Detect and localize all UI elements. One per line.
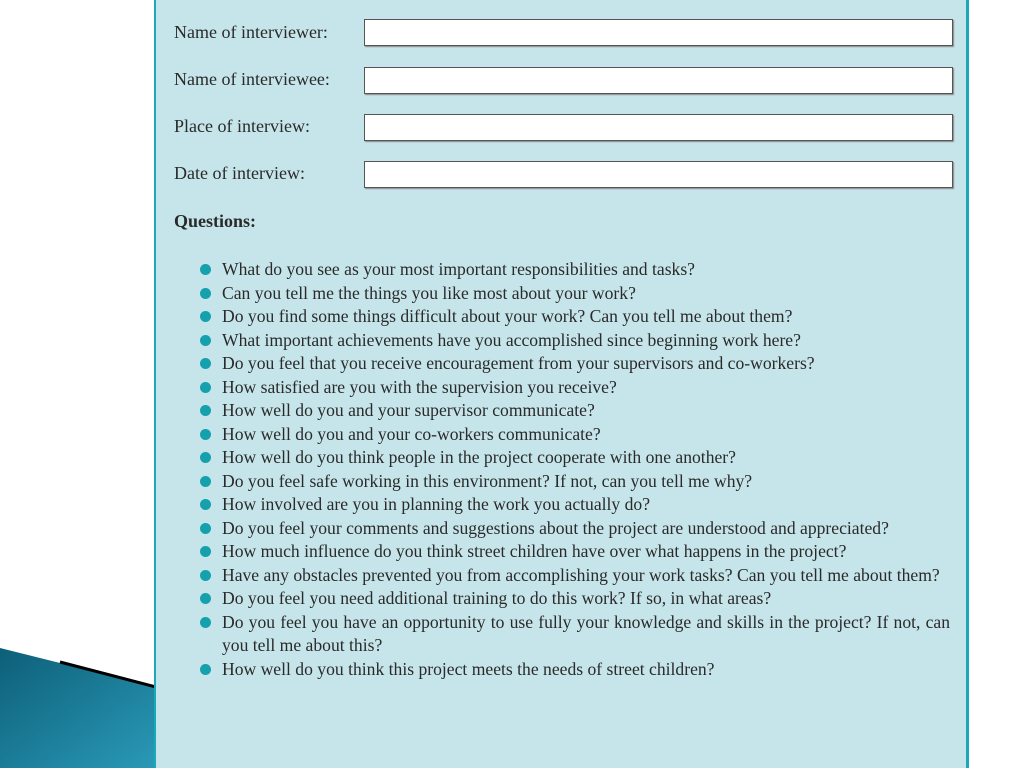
question-item: Have any obstacles prevented you from accomplishing your work tasks? Can you tell me about them? xyxy=(198,564,950,588)
bullet-icon xyxy=(200,405,211,416)
bullet-icon xyxy=(200,311,211,322)
bullet-icon xyxy=(200,499,211,510)
question-item: How involved are you in planning the work you actually do? xyxy=(198,493,950,517)
questions-list xyxy=(198,258,950,681)
decorative-slide-swoosh xyxy=(0,640,160,768)
question-item: How well do you and your supervisor communicate? xyxy=(198,399,950,423)
bullet-icon xyxy=(200,429,211,440)
bullet-icon xyxy=(200,476,211,487)
label-interviewer: Name of interviewer: xyxy=(174,22,328,42)
question-item: Can you tell me the things you like most about your work? xyxy=(198,282,950,306)
question-item: How well do you think people in the project cooperate with one another? xyxy=(198,446,950,470)
bullet-icon xyxy=(200,335,211,346)
question-item: What important achievements have you accomplished since beginning work here? xyxy=(198,329,950,353)
question-item: How much influence do you think street children have over what happens in the project? xyxy=(198,540,950,564)
interviewer-name-field[interactable] xyxy=(364,19,953,46)
date-of-interview-field[interactable] xyxy=(364,161,953,188)
question-item: Do you feel you need additional training to do this work? If so, in what areas? xyxy=(198,587,950,611)
question-item: Do you feel you have an opportunity to use fully your knowledge and skills in the project? If not, can you tell me about this? xyxy=(198,611,950,658)
label-interviewee: Name of interviewee: xyxy=(174,69,330,89)
bullet-icon xyxy=(200,546,211,557)
question-item: Do you feel safe working in this environment? If not, can you tell me why? xyxy=(198,470,950,494)
bullet-icon xyxy=(200,288,211,299)
bullet-icon xyxy=(200,452,211,463)
question-item: Do you feel your comments and suggestions about the project are understood and appreciated? xyxy=(198,517,950,541)
question-item: How well do you and your co-workers communicate? xyxy=(198,423,950,447)
questions-heading: Questions: xyxy=(174,211,257,231)
question-item: How satisfied are you with the supervision you receive? xyxy=(198,376,950,400)
interview-form-panel xyxy=(154,0,969,768)
question-item: Do you feel that you receive encouragement from your supervisors and co-workers? xyxy=(198,352,950,376)
bullet-icon xyxy=(200,664,211,675)
bullet-icon xyxy=(200,617,211,628)
bullet-icon xyxy=(200,382,211,393)
question-item: How well do you think this project meets the needs of street children? xyxy=(198,658,950,682)
bullet-icon xyxy=(200,358,211,369)
bullet-icon xyxy=(200,264,211,275)
place-of-interview-field[interactable] xyxy=(364,114,953,141)
question-item: What do you see as your most important responsibilities and tasks? xyxy=(198,258,950,282)
label-date: Date of interview: xyxy=(174,163,305,183)
bullet-icon xyxy=(200,523,211,534)
bullet-icon xyxy=(200,593,211,604)
bullet-icon xyxy=(200,570,211,581)
interviewee-name-field[interactable] xyxy=(364,67,953,94)
label-place: Place of interview: xyxy=(174,116,310,136)
question-item: Do you find some things difficult about your work? Can you tell me about them? xyxy=(198,305,950,329)
